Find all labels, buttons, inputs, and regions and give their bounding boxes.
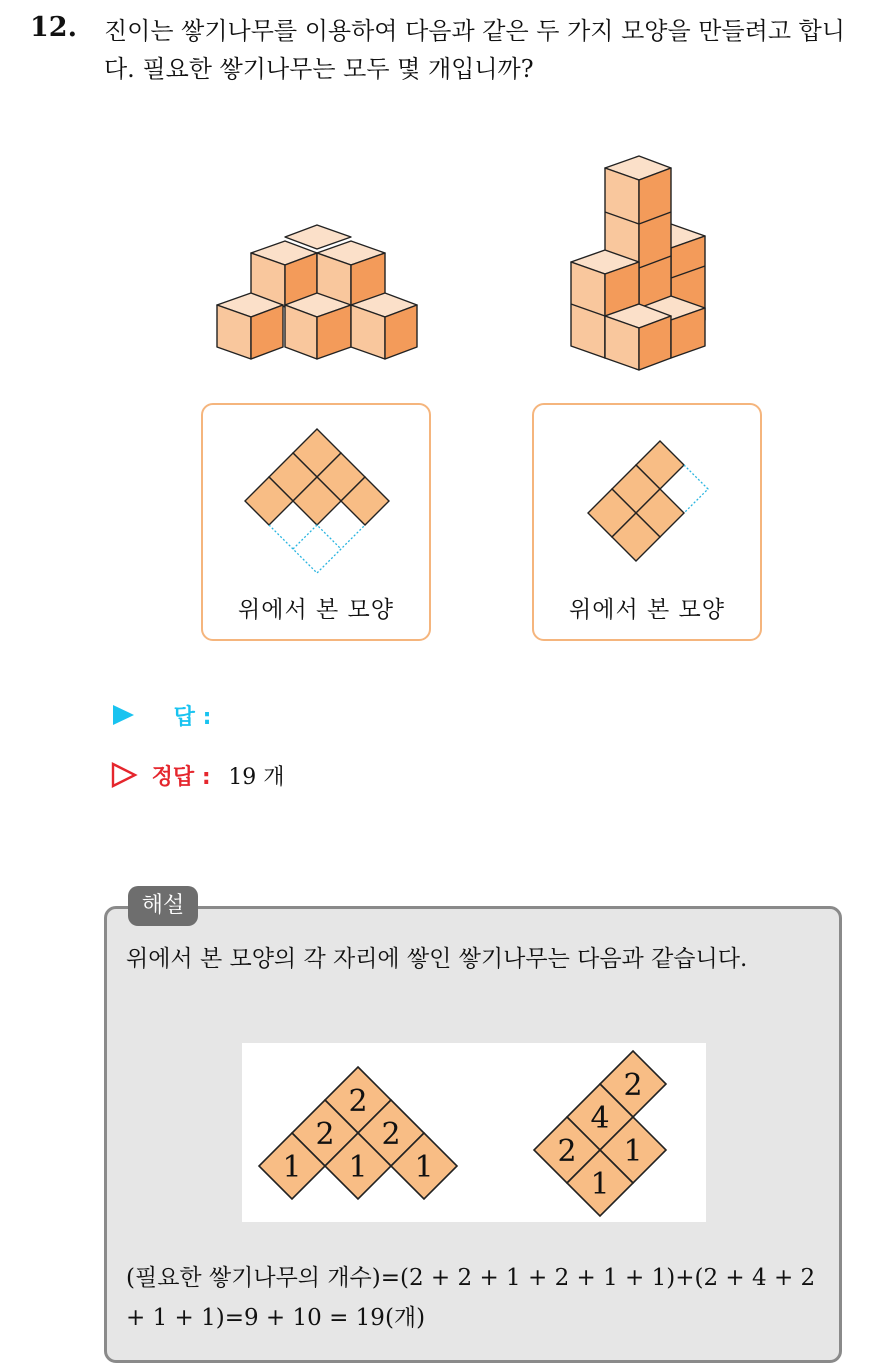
- answer-row: [110, 700, 211, 734]
- answer-arrow-icon: [110, 702, 136, 734]
- right-3d-figure: [565, 150, 715, 375]
- correct-answer-label: 정답 :: [151, 765, 211, 790]
- right-count-left: 2: [557, 1134, 577, 1169]
- right-count-top: 2: [623, 1068, 643, 1103]
- left-count-mid-left: 2: [315, 1117, 335, 1152]
- left-top-view-box: [201, 403, 431, 641]
- correct-answer-value: 19 개: [228, 765, 285, 790]
- correct-arrow-icon: [110, 761, 138, 795]
- solution-figure: [242, 1043, 706, 1222]
- left-top-view-label: 위에서 본 모양: [238, 597, 394, 623]
- solution-formula: (필요한 쌓기나무의 개수)=(2 + 2 + 1 + 2 + 1 + 1)+(2 + 4 + 2 + 1 + 1)=9 + 10 = 19(개): [126, 1265, 816, 1331]
- right-count-bottom: 1: [590, 1167, 610, 1202]
- left-count-mid-right: 2: [381, 1117, 401, 1152]
- right-count-upper: 4: [590, 1101, 610, 1136]
- left-3d-figure: [205, 215, 435, 370]
- left-count-bottom-mid: 1: [348, 1150, 368, 1185]
- left-count-bottom-left: 1: [282, 1150, 302, 1185]
- solution-diagrams: [242, 1043, 706, 1222]
- right-top-view-label: 위에서 본 모양: [569, 597, 725, 623]
- correct-answer-row: [110, 760, 285, 795]
- question-text: 진이는 쌓기나무를 이용하여 다음과 같은 두 가지 모양을 만들려고 합니다. 필요한 쌓기나무는 모두 몇 개입니까?: [104, 17, 845, 83]
- right-top-view-box: [532, 403, 762, 641]
- answer-label: 답 :: [173, 705, 212, 730]
- left-count-bottom-right: 1: [414, 1150, 434, 1185]
- solution-text: 위에서 본 모양의 각 자리에 쌓인 쌓기나무는 다음과 같습니다.: [126, 946, 748, 972]
- right-count-right: 1: [623, 1134, 643, 1169]
- question-number: 12.: [30, 12, 77, 43]
- left-count-top: 2: [348, 1084, 368, 1119]
- solution-tag: 해설: [128, 886, 198, 926]
- right-top-view: [582, 435, 714, 567]
- left-top-view: [239, 423, 395, 579]
